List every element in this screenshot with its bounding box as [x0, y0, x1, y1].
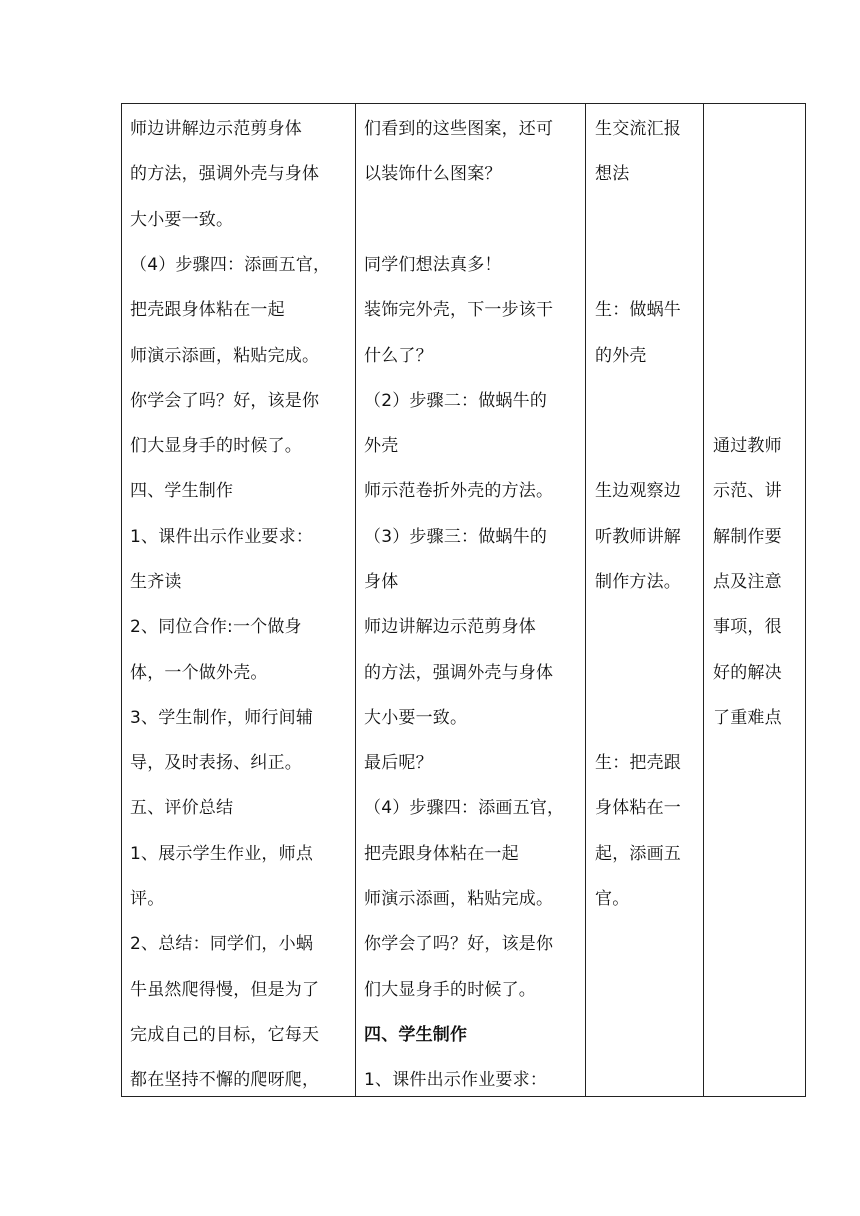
- text-line: 装饰完外壳，下一步该干: [364, 300, 554, 320]
- text-line: 1、展示学生作业，师点: [130, 844, 314, 864]
- text-line: 身体: [364, 572, 399, 592]
- text-line: 2、总结：同学们，小蜗: [130, 934, 314, 954]
- text-line: 什么了？: [364, 346, 433, 366]
- text-line: 师边讲解边示范剪身体: [364, 617, 536, 637]
- text-line: 生交流汇报: [595, 119, 681, 139]
- text-line: 以装饰什么图案？: [364, 164, 502, 184]
- text-line: 完成自己的目标，它每天: [130, 1025, 320, 1045]
- section-heading: 四、学生制作: [364, 1025, 468, 1045]
- text-line: 的方法，强调外壳与身体: [364, 663, 554, 683]
- text-line: 生：把壳跟: [595, 753, 681, 773]
- text-line: 你学会了吗？好，该是你: [364, 934, 554, 954]
- text-line: 外壳: [364, 436, 399, 456]
- text-line: 师边讲解边示范剪身体: [130, 119, 302, 139]
- text-line: 同学们想法真多！: [364, 255, 502, 275]
- text-line: 1、课件出示作业要求：: [364, 1070, 548, 1090]
- text-line: 好的解决: [713, 663, 782, 683]
- text-line: 生：做蜗牛: [595, 300, 681, 320]
- text-line: 们大显身手的时候了。: [364, 980, 536, 1000]
- text-line: 把壳跟身体粘在一起: [364, 844, 519, 864]
- text-line: 生齐读: [130, 572, 182, 592]
- text-line: （4）步骤四：添画五官，: [364, 798, 565, 818]
- text-line: 大小要一致。: [130, 210, 234, 230]
- text-line: 听教师讲解: [595, 527, 681, 547]
- column-teaching-process: [122, 104, 356, 1096]
- text-line: 2、同位合作:一个做身: [130, 617, 302, 637]
- text-line: 事项，很: [713, 617, 782, 637]
- text-line: 导，及时表扬、纠正。: [130, 753, 302, 773]
- text-line: 牛虽然爬得慢，但是为了: [130, 980, 320, 1000]
- text-line: 通过教师: [713, 436, 782, 456]
- text-line: （2）步骤二：做蜗牛的: [364, 391, 548, 411]
- text-line: 们看到的这些图案，还可: [364, 119, 554, 139]
- text-line: 身体粘在一: [595, 798, 681, 818]
- text-line: 起，添画五: [595, 844, 681, 864]
- column-design-intent: [704, 104, 807, 1096]
- text-line: 大小要一致。: [364, 708, 468, 728]
- text-line: 解制作要: [713, 527, 782, 547]
- lesson-plan-table: [121, 103, 806, 1097]
- text-line: 都在坚持不懈的爬呀爬，: [130, 1070, 320, 1090]
- section-heading: 四、学生制作: [130, 481, 234, 501]
- text-line: 生边观察边: [595, 481, 681, 501]
- text-line: 点及注意: [713, 572, 782, 592]
- text-line: 你学会了吗？好，该是你: [130, 391, 320, 411]
- text-line: 示范、讲: [713, 481, 782, 501]
- text-line: 了重难点: [713, 708, 782, 728]
- text-line: 体，一个做外壳。: [130, 663, 268, 683]
- text-line: 的方法，强调外壳与身体: [130, 164, 320, 184]
- text-line: 3、学生制作，师行间辅: [130, 708, 314, 728]
- text-line: 把壳跟身体粘在一起: [130, 300, 285, 320]
- column-student-activity: [586, 104, 704, 1096]
- section-heading: 五、评价总结: [130, 798, 234, 818]
- text-line: （4）步骤四：添画五官，: [130, 255, 331, 275]
- text-line: 1、课件出示作业要求：: [130, 527, 314, 547]
- text-line: 的外壳: [595, 346, 647, 366]
- text-line: 官。: [595, 889, 630, 909]
- column-teaching-process-2: [356, 104, 586, 1096]
- text-line: 想法: [595, 164, 630, 184]
- text-line: 师演示添画，粘贴完成。: [130, 346, 320, 366]
- text-line: 评。: [130, 889, 165, 909]
- text-line: 师示范卷折外壳的方法。: [364, 481, 554, 501]
- text-line: 最后呢？: [364, 753, 433, 773]
- text-line: （3）步骤三：做蜗牛的: [364, 527, 548, 547]
- text-line: 师演示添画，粘贴完成。: [364, 889, 554, 909]
- text-line: 制作方法。: [595, 572, 681, 592]
- text-line: 们大显身手的时候了。: [130, 436, 302, 456]
